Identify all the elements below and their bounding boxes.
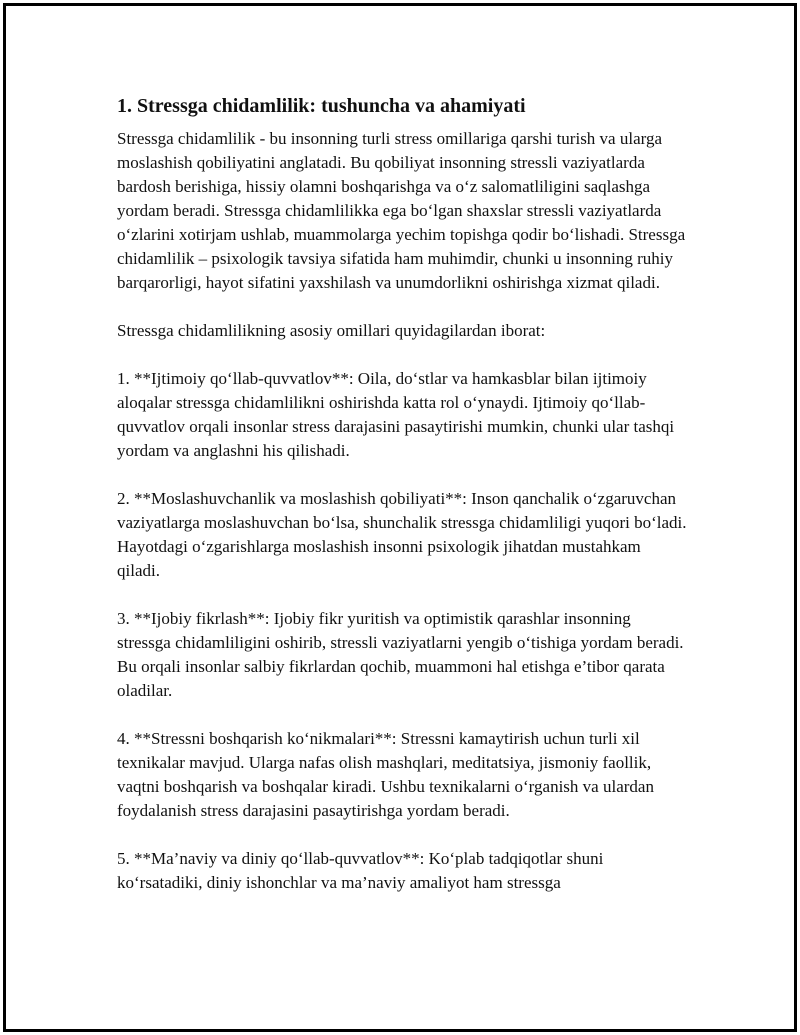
factors-intro-paragraph: Stressga chidamlilikning asosiy omillari quyidagilardan iborat: [117,321,546,340]
factor-paragraph-5: 5. **Ma’naviy va diniy qo‘llab-quvvatlov**: Ko‘plab tadqiqotlar shuni ko‘rsatadiki, diniy ishonchlar va ma’naviy amaliyot ham stressga [117,849,604,892]
intro-paragraph: Stressga chidamlilik - bu insonning turli stress omillariga qarshi turish va ularga moslashish qobiliyatini anglatadi. Bu qobiliyat insonning stressli vaziyatlarda bardosh berishiga, hissiy olamni boshqarishga va o‘z salomatliligini saqlashga yordam beradi. Stressga chidamlilikka ega bo‘lgan shaxslar stressli vaziyatlarda o‘zlarini xotirjam ushlab, muammolarga yechim topishga qodir bo‘lishadi. Stressga chidamlilik – psixologik tavsiya sifatida ham muhimdir, chunki u insonning ruhiy barqarorligi, hayot sifatini yaxshilash va unumdorlikni oshirishga xizmat qiladi. [117,129,686,292]
factor-paragraph-1: 1. **Ijtimoiy qo‘llab-quvvatlov**: Oila, do‘stlar va hamkasblar bilan ijtimoiy aloqalar stressga chidamlilikni oshirishda katta rol o‘ynaydi. Ijtimoiy qo‘llab-quvvatlov orqali insonlar stress darajasini pasaytirishi mumkin, chunki ular tashqi yordam va anglashni his qilishadi. [117,369,675,460]
document-body [117,93,687,895]
section-heading: 1. Stressga chidamlilik: tushuncha va ahamiyati [117,95,526,117]
factor-paragraph-3: 3. **Ijobiy fikrlash**: Ijobiy fikr yuritish va optimistik qarashlar insonning stressga chidamliligini oshirib, stressli vaziyatlarni yengib o‘tishiga yordam beradi. Bu orqali insonlar salbiy fikrlardan qochib, muammoni hal etishga e’tibor qarata oladilar. [117,609,684,700]
factor-paragraph-4: 4. **Stressni boshqarish ko‘nikmalari**: Stressni kamaytirish uchun turli xil texnikalar mavjud. Ularga nafas olish mashqlari, meditatsiya, jismoniy faollik, vaqtni boshqarish va boshqalar kiradi. Ushbu texnikalarni o‘rganish va ulardan foydalanish stress darajasini pasaytirishga yordam beradi. [117,729,654,820]
factor-paragraph-2: 2. **Moslashuvchanlik va moslashish qobiliyati**: Inson qanchalik o‘zgaruvchan vaziyatlarga moslashuvchan bo‘lsa, shunchalik stressga chidamliligi yuqori bo‘ladi. Hayotdagi o‘zgarishlarga moslashish insonni psixologik jihatdan mustahkam qiladi. [117,489,687,580]
